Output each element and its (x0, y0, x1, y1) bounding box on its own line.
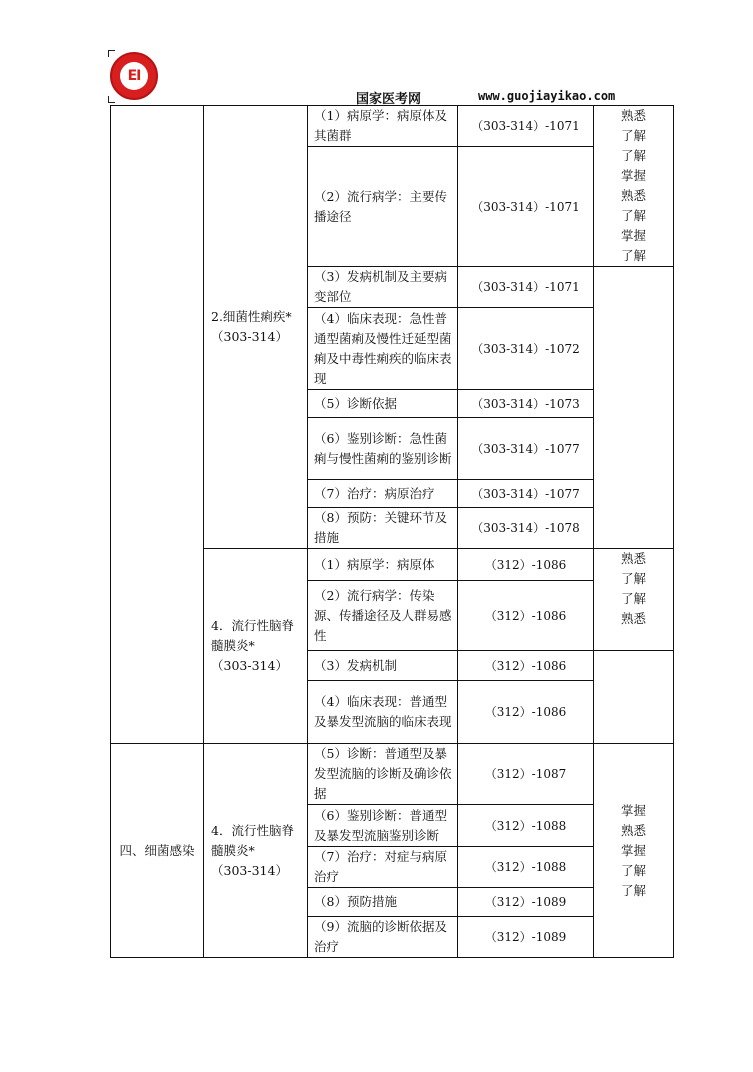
ref-cell: （312）-1086 (458, 681, 594, 744)
logo-emblem: EI (120, 62, 148, 90)
disease-code: （303-314） (211, 862, 288, 878)
disease-cell (204, 744, 308, 958)
topic-cell: （9）流脑的诊断依据及治疗 (308, 917, 458, 958)
level-text: 熟悉 (620, 611, 646, 626)
disease-cell (204, 106, 308, 549)
ref-cell: （312）-1087 (458, 744, 594, 805)
ref-cell: （312）-1086 (458, 581, 594, 651)
level-text: 了解 (620, 208, 646, 223)
level-text: 了解 (620, 571, 646, 586)
level-text: 了解 (620, 148, 646, 163)
topic-cell: （3）发病机制及主要病变部位 (308, 267, 458, 308)
level-text: 了解 (620, 128, 646, 143)
disease-cell (204, 549, 308, 744)
level-text: 熟悉 (620, 822, 646, 838)
site-logo (110, 52, 158, 100)
ref-cell: （312）-1088 (458, 805, 594, 847)
topic-cell: （6）鉴别诊断：普通型及暴发型流脑鉴别诊断 (308, 805, 458, 847)
ref-cell: （303-314）-1078 (458, 508, 594, 549)
level-text: 掌握 (620, 842, 646, 858)
topic-cell: （1）病原学：病原体及其菌群 (308, 106, 458, 147)
level-text: 了解 (620, 248, 646, 263)
ref-cell: （312）-1089 (458, 888, 594, 917)
disease-code: （303-314） (211, 658, 288, 673)
topic-cell: （7）治疗：病原治疗 (308, 480, 458, 508)
level-text: 熟悉 (620, 108, 646, 123)
table-row (111, 744, 674, 805)
topic-cell: （4）临床表现：急性普通型菌痢及慢性迁延型菌痢及中毒性痢疾的临床表现 (308, 308, 458, 390)
corner-mark (108, 50, 115, 57)
level-cell-empty (594, 651, 674, 744)
ref-cell: （303-314）-1071 (458, 147, 594, 267)
topic-cell: （6）鉴别诊断：急性菌痢与慢性菌痢的鉴别诊断 (308, 418, 458, 480)
level-cell (594, 549, 674, 651)
topic-cell: （4）临床表现：普通型及暴发型流脑的临床表现 (308, 681, 458, 744)
site-url[interactable]: www.guojiayikao.com (478, 89, 616, 103)
level-cell (594, 106, 674, 267)
ref-cell: （303-314）-1073 (458, 390, 594, 418)
topic-cell: （8）预防措施 (308, 888, 458, 917)
topic-cell: （7）治疗：对症与病原治疗 (308, 847, 458, 888)
ref-cell: （303-314）-1071 (458, 267, 594, 308)
category-cell-empty (111, 106, 204, 744)
topic-cell: （3）发病机制 (308, 651, 458, 681)
disease-name: 2.细菌性痢疾* (211, 309, 292, 324)
disease-name: 4．流行性脑脊髓膜炎* (211, 618, 294, 653)
level-text: 了解 (620, 591, 646, 606)
syllabus-table (110, 105, 673, 958)
level-text: 了解 (620, 862, 646, 878)
site-name: 国家医考网 (356, 92, 422, 107)
topic-cell: （1）病原学：病原体 (308, 549, 458, 581)
ref-cell: （303-314）-1077 (458, 418, 594, 480)
corner-mark (108, 96, 115, 103)
ref-cell: （303-314）-1077 (458, 480, 594, 508)
category-cell: 四、细菌感染 (111, 744, 204, 958)
topic-cell: （2）流行病学：主要传播途径 (308, 147, 458, 267)
ref-cell: （312）-1089 (458, 917, 594, 958)
disease-name: 4．流行性脑脊髓膜炎* (211, 822, 294, 858)
level-cell (594, 744, 674, 958)
level-text: 熟悉 (620, 188, 646, 203)
level-text: 熟悉 (620, 551, 646, 566)
level-text: 掌握 (620, 228, 646, 243)
level-text: 掌握 (620, 802, 646, 818)
topic-cell: （5）诊断依据 (308, 390, 458, 418)
level-text: 了解 (620, 882, 646, 898)
level-text: 掌握 (620, 168, 646, 183)
disease-code: （303-314） (211, 329, 288, 344)
table-row (111, 106, 674, 147)
ref-cell: （303-314）-1071 (458, 106, 594, 147)
topic-cell: （2）流行病学：传染源、传播途径及人群易感性 (308, 581, 458, 651)
ref-cell: （303-314）-1072 (458, 308, 594, 390)
ref-cell: （312）-1086 (458, 651, 594, 681)
topic-cell: （8）预防：关键环节及措施 (308, 508, 458, 549)
ref-cell: （312）-1088 (458, 847, 594, 888)
topic-cell: （5）诊断：普通型及暴发型流脑的诊断及确诊依据 (308, 744, 458, 805)
ref-cell: （312）-1086 (458, 549, 594, 581)
level-cell-empty (594, 267, 674, 549)
